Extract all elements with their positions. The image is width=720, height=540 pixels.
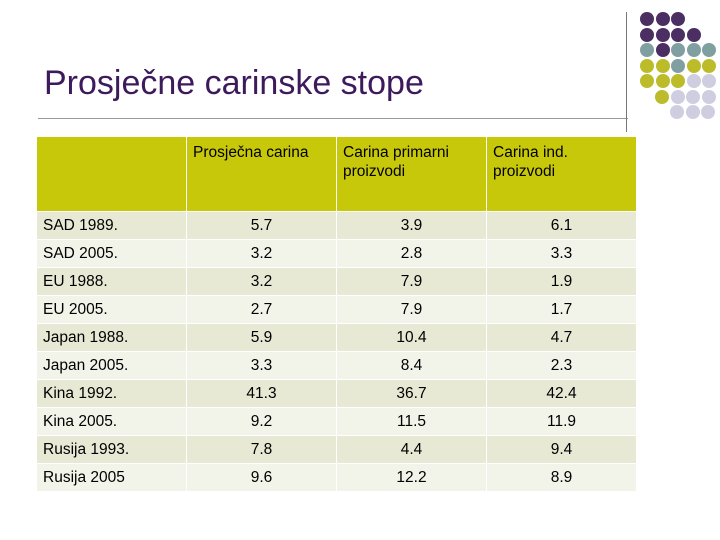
decorative-dot [640,12,654,26]
decorative-dot [656,59,670,73]
title-underline [38,118,628,119]
row-label: Kina 1992. [37,380,187,408]
decorative-dot [640,28,654,42]
row-label: EU 2005. [37,296,187,324]
cell-primary: 2.8 [337,240,487,268]
decorative-dot [702,90,716,104]
cell-average: 7.8 [187,436,337,464]
cell-industrial: 2.3 [487,352,637,380]
cell-average: 2.7 [187,296,337,324]
cell-average: 3.2 [187,268,337,296]
header-primary-products-tariff: Carina primarni proizvodi [337,137,487,212]
decorative-dot [686,90,700,104]
decorative-dot [701,105,715,119]
decorative-dot [687,43,701,57]
row-label: SAD 1989. [37,212,187,240]
cell-industrial: 3.3 [487,240,637,268]
cell-average: 9.2 [187,408,337,436]
cell-primary: 7.9 [337,268,487,296]
cell-primary: 7.9 [337,296,487,324]
table-row [37,268,637,296]
cell-primary: 12.2 [337,464,487,492]
decorative-vertical-line [626,12,627,132]
cell-average: 5.9 [187,324,337,352]
decorative-dot [702,59,716,73]
decorative-dot [686,105,700,119]
table-row [37,380,637,408]
decorative-dot [656,28,670,42]
cell-average: 5.7 [187,212,337,240]
decorative-dot [671,74,685,88]
slide-title: Prosječne carinske stope [44,64,424,102]
header-empty [37,137,187,212]
cell-primary: 11.5 [337,408,487,436]
decorative-dot [640,59,654,73]
cell-average: 3.3 [187,352,337,380]
table-row [37,352,637,380]
decorative-dot [687,28,701,42]
decorative-dot [702,43,716,57]
table-header-row [37,137,637,212]
cell-industrial: 4.7 [487,324,637,352]
decorative-dot [670,105,684,119]
cell-primary: 4.4 [337,436,487,464]
cell-primary: 36.7 [337,380,487,408]
decorative-dot [656,74,670,88]
decorative-dot [671,59,685,73]
decorative-dot [656,43,670,57]
cell-primary: 8.4 [337,352,487,380]
decorative-dot [655,90,669,104]
table-row [37,436,637,464]
cell-industrial: 6.1 [487,212,637,240]
decorative-dot [671,90,685,104]
cell-industrial: 9.4 [487,436,637,464]
cell-primary: 3.9 [337,212,487,240]
table-row [37,464,637,492]
cell-average: 41.3 [187,380,337,408]
row-label: Rusija 2005 [37,464,187,492]
table-row [37,296,637,324]
row-label: Japan 1988. [37,324,187,352]
row-label: EU 1988. [37,268,187,296]
decorative-dot [640,43,654,57]
cell-primary: 10.4 [337,324,487,352]
decorative-dot [656,12,670,26]
decorative-dot [671,12,685,26]
cell-industrial: 42.4 [487,380,637,408]
decorative-dot [687,59,701,73]
cell-average: 9.6 [187,464,337,492]
row-label: SAD 2005. [37,240,187,268]
row-label: Japan 2005. [37,352,187,380]
decorative-dot [640,74,654,88]
tariff-table [36,136,637,492]
table-row [37,408,637,436]
table-row [37,212,637,240]
header-industrial-products-tariff: Carina ind. proizvodi [487,137,637,212]
table-row [37,240,637,268]
cell-industrial: 1.7 [487,296,637,324]
decorative-dot [671,43,685,57]
cell-industrial: 1.9 [487,268,637,296]
cell-average: 3.2 [187,240,337,268]
decorative-dot [687,74,701,88]
cell-industrial: 8.9 [487,464,637,492]
cell-industrial: 11.9 [487,408,637,436]
row-label: Rusija 1993. [37,436,187,464]
header-average-tariff: Prosječna carina [187,137,337,212]
decorative-dot [671,28,685,42]
table-row [37,324,637,352]
row-label: Kina 2005. [37,408,187,436]
decorative-dot [702,74,716,88]
